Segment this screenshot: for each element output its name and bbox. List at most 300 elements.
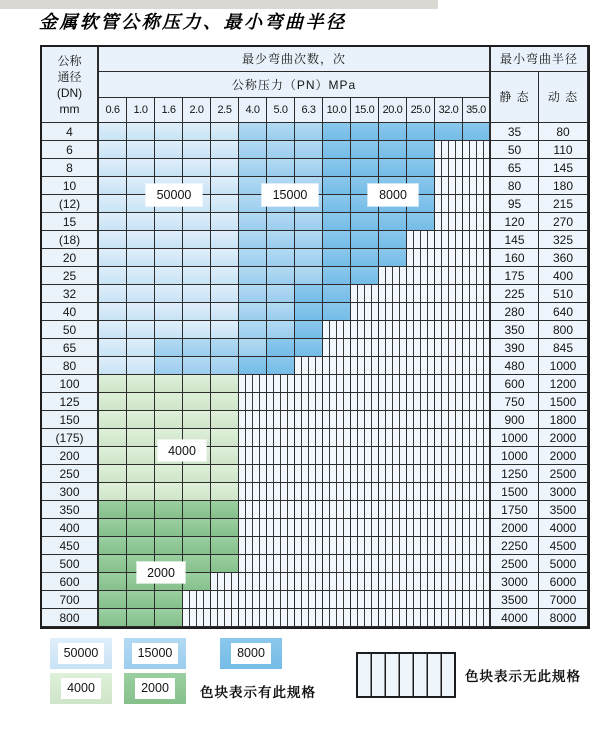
pressure-cell — [127, 321, 155, 339]
pressure-cell — [127, 375, 155, 393]
pressure-cell — [183, 285, 211, 303]
pressure-cell — [155, 267, 183, 285]
legend-chip-label: 4000 — [61, 678, 101, 698]
pressure-cell — [211, 195, 239, 213]
dynamic-radius-cell: 640 — [539, 303, 588, 321]
pressure-cell — [351, 141, 379, 159]
pressure-cell — [435, 357, 463, 375]
pressure-tick: 1.0 — [127, 98, 155, 123]
pressure-cell — [267, 285, 295, 303]
pressure-cell — [379, 465, 407, 483]
pressure-cell — [99, 285, 127, 303]
pressure-cell — [267, 501, 295, 519]
pressure-cell — [379, 429, 407, 447]
pressure-cell — [407, 519, 435, 537]
pressure-cell — [435, 303, 463, 321]
static-radius-cell: 480 — [491, 357, 539, 375]
pressure-cell — [379, 501, 407, 519]
pressure-cell — [351, 573, 379, 591]
pressure-cell — [463, 141, 491, 159]
pressure-tick: 32.0 — [435, 98, 463, 123]
pressure-cell — [463, 555, 491, 573]
pressure-cell — [323, 573, 351, 591]
static-radius-cell: 50 — [491, 141, 539, 159]
pressure-tick: 2.0 — [183, 98, 211, 123]
pressure-cell — [351, 213, 379, 231]
pressure-cell — [127, 393, 155, 411]
pressure-cell — [211, 555, 239, 573]
pressure-tick: 5.0 — [267, 98, 295, 123]
pressure-cell — [295, 321, 323, 339]
pressure-cell — [127, 267, 155, 285]
pressure-cell — [211, 411, 239, 429]
pressure-cell — [379, 537, 407, 555]
pressure-cell — [267, 339, 295, 357]
dynamic-radius-cell: 2500 — [539, 465, 588, 483]
pressure-cell — [99, 555, 127, 573]
pressure-cell — [127, 339, 155, 357]
pressure-cell — [407, 159, 435, 177]
pressure-cell — [351, 501, 379, 519]
pressure-cell — [295, 123, 323, 141]
dn-cell: 350 — [42, 501, 99, 519]
pressure-cell — [407, 393, 435, 411]
pressure-tick: 4.0 — [239, 98, 267, 123]
pressure-cell — [211, 213, 239, 231]
pressure-cell — [379, 285, 407, 303]
pressure-cell — [99, 393, 127, 411]
pressure-cell — [295, 303, 323, 321]
pressure-cell — [155, 393, 183, 411]
pressure-cell — [183, 519, 211, 537]
dynamic-radius-cell: 4000 — [539, 519, 588, 537]
pressure-cell — [351, 339, 379, 357]
pressure-cell — [99, 501, 127, 519]
pressure-cell — [323, 141, 351, 159]
pressure-cell — [155, 609, 183, 627]
static-radius-cell: 225 — [491, 285, 539, 303]
pressure-cell — [407, 357, 435, 375]
legend-has-spec-text: 色块表示有此规格 — [200, 685, 316, 700]
dn-header-line: 通径 — [57, 69, 82, 84]
dn-cell: 4 — [42, 123, 99, 141]
pressure-cell — [183, 573, 211, 591]
pressure-cell — [155, 285, 183, 303]
pressure-cell — [267, 519, 295, 537]
bend-count-label: 50000 — [146, 184, 202, 206]
dynamic-radius-cell: 270 — [539, 213, 588, 231]
pressure-cell — [183, 159, 211, 177]
pressure-cell — [155, 411, 183, 429]
pressure-cell — [351, 537, 379, 555]
pressure-cell — [211, 483, 239, 501]
dn-cell: 10 — [42, 177, 99, 195]
pressure-tick: 0.6 — [99, 98, 127, 123]
pressure-cell — [211, 339, 239, 357]
pressure-cell — [267, 213, 295, 231]
pressure-cell — [379, 447, 407, 465]
pressure-cell — [267, 447, 295, 465]
pressure-cell — [267, 141, 295, 159]
pressure-cell — [407, 465, 435, 483]
dn-cell: 8 — [42, 159, 99, 177]
static-radius-cell: 1500 — [491, 483, 539, 501]
pressure-cell — [323, 465, 351, 483]
pressure-cell — [323, 537, 351, 555]
static-radius-cell: 2000 — [491, 519, 539, 537]
pressure-cell — [239, 357, 267, 375]
static-radius-cell: 145 — [491, 231, 539, 249]
pressure-tick: 6.3 — [295, 98, 323, 123]
static-radius-cell: 350 — [491, 321, 539, 339]
pressure-cell — [463, 609, 491, 627]
pressure-cell — [463, 483, 491, 501]
pressure-cell — [99, 123, 127, 141]
pressure-cell — [295, 537, 323, 555]
static-radius-cell: 1750 — [491, 501, 539, 519]
pressure-cell — [463, 231, 491, 249]
pressure-cell — [211, 123, 239, 141]
pressure-cell — [323, 429, 351, 447]
static-radius-cell: 3000 — [491, 573, 539, 591]
pressure-cell — [351, 321, 379, 339]
pressure-cell — [183, 231, 211, 249]
pressure-cell — [407, 123, 435, 141]
static-radius-cell: 175 — [491, 267, 539, 285]
pressure-cell — [295, 555, 323, 573]
nominal-pressure-header: 公称压力（PN）MPa — [99, 72, 491, 98]
bend-times-header: 最少弯曲次数，次 — [99, 47, 491, 72]
pressure-cell — [155, 357, 183, 375]
pressure-cell — [211, 303, 239, 321]
pressure-cell — [155, 321, 183, 339]
pressure-cell — [435, 375, 463, 393]
pressure-cell — [211, 375, 239, 393]
pressure-cell — [155, 339, 183, 357]
dn-cell: 150 — [42, 411, 99, 429]
pressure-cell — [99, 213, 127, 231]
static-radius-cell: 80 — [491, 177, 539, 195]
pressure-cell — [295, 447, 323, 465]
pressure-cell — [351, 429, 379, 447]
pressure-cell — [267, 393, 295, 411]
pressure-cell — [323, 249, 351, 267]
pressure-cell — [127, 159, 155, 177]
dn-cell: 25 — [42, 267, 99, 285]
pressure-cell — [183, 483, 211, 501]
static-radius-cell: 1000 — [491, 429, 539, 447]
pressure-cell — [155, 159, 183, 177]
pressure-cell — [127, 285, 155, 303]
pressure-cell — [211, 537, 239, 555]
pressure-cell — [351, 591, 379, 609]
pressure-cell — [435, 591, 463, 609]
pressure-tick: 25.0 — [407, 98, 435, 123]
pressure-cell — [211, 285, 239, 303]
pressure-cell — [267, 303, 295, 321]
pressure-cell — [295, 519, 323, 537]
pressure-cell — [407, 267, 435, 285]
pressure-cell — [99, 177, 127, 195]
dynamic-radius-cell: 145 — [539, 159, 588, 177]
pressure-cell — [183, 465, 211, 483]
dynamic-radius-cell: 2000 — [539, 447, 588, 465]
pressure-cell — [267, 159, 295, 177]
pressure-cell — [239, 483, 267, 501]
pressure-cell — [463, 195, 491, 213]
dn-column-header — [42, 47, 99, 123]
pressure-cell — [351, 123, 379, 141]
dynamic-radius-cell: 400 — [539, 267, 588, 285]
pressure-tick: 1.6 — [155, 98, 183, 123]
pressure-cell — [407, 501, 435, 519]
pressure-cell — [323, 393, 351, 411]
pressure-tick: 2.5 — [211, 98, 239, 123]
pressure-cell — [99, 609, 127, 627]
pressure-cell — [99, 411, 127, 429]
dynamic-radius-cell: 5000 — [539, 555, 588, 573]
pressure-cell — [435, 321, 463, 339]
pressure-cell — [267, 465, 295, 483]
static-radius-cell: 900 — [491, 411, 539, 429]
pressure-cell — [99, 267, 127, 285]
pressure-cell — [155, 123, 183, 141]
pressure-cell — [183, 501, 211, 519]
legend-chip — [50, 638, 112, 669]
pressure-cell — [323, 483, 351, 501]
legend-chip — [50, 673, 112, 704]
pressure-cell — [407, 483, 435, 501]
pressure-cell — [463, 249, 491, 267]
pressure-cell — [239, 537, 267, 555]
bend-count-label: 2000 — [137, 562, 185, 583]
pressure-cell — [155, 231, 183, 249]
pressure-cell — [183, 249, 211, 267]
pressure-cell — [323, 303, 351, 321]
bend-count-label: 4000 — [158, 440, 206, 461]
pressure-cell — [379, 231, 407, 249]
pressure-cell — [463, 519, 491, 537]
pressure-cell — [323, 213, 351, 231]
static-radius-cell: 2250 — [491, 537, 539, 555]
pressure-cell — [155, 537, 183, 555]
pressure-cell — [379, 321, 407, 339]
pressure-cell — [183, 591, 211, 609]
pressure-cell — [99, 159, 127, 177]
pressure-cell — [351, 357, 379, 375]
pressure-cell — [323, 285, 351, 303]
pressure-cell — [267, 249, 295, 267]
pressure-cell — [435, 213, 463, 231]
pressure-cell — [239, 591, 267, 609]
pressure-cell — [183, 321, 211, 339]
pressure-cell — [379, 519, 407, 537]
pressure-cell — [267, 357, 295, 375]
bend-count-label: 8000 — [368, 184, 418, 206]
pressure-cell — [379, 375, 407, 393]
pressure-cell — [463, 159, 491, 177]
dn-cell: 100 — [42, 375, 99, 393]
pressure-cell — [435, 411, 463, 429]
pressure-cell — [323, 267, 351, 285]
pressure-cell — [407, 339, 435, 357]
pressure-cell — [127, 231, 155, 249]
legend-no-spec-text: 色块表示无此规格 — [465, 669, 581, 684]
pressure-cell — [295, 267, 323, 285]
pressure-cell — [155, 213, 183, 231]
pressure-cell — [435, 609, 463, 627]
pressure-cell — [351, 609, 379, 627]
pressure-cell — [435, 249, 463, 267]
dn-cell: (12) — [42, 195, 99, 213]
pressure-cell — [295, 501, 323, 519]
pressure-cell — [407, 303, 435, 321]
pressure-cell — [127, 123, 155, 141]
pressure-cell — [211, 231, 239, 249]
pressure-tick: 10.0 — [323, 98, 351, 123]
pressure-cell — [407, 429, 435, 447]
pressure-cell — [99, 249, 127, 267]
pressure-cell — [407, 591, 435, 609]
pressure-cell — [407, 321, 435, 339]
legend-chip-label: 8000 — [231, 643, 271, 663]
dn-cell: 40 — [42, 303, 99, 321]
pressure-cell — [463, 429, 491, 447]
pressure-cell — [351, 519, 379, 537]
dn-cell: 250 — [42, 465, 99, 483]
dynamic-radius-cell: 4500 — [539, 537, 588, 555]
pressure-cell — [323, 519, 351, 537]
static-radius-cell: 1000 — [491, 447, 539, 465]
pressure-cell — [211, 447, 239, 465]
pressure-cell — [435, 177, 463, 195]
pressure-cell — [351, 411, 379, 429]
dn-cell: 600 — [42, 573, 99, 591]
pressure-cell — [435, 519, 463, 537]
page-title: 金属软管公称压力、最小弯曲半径 — [39, 12, 347, 33]
dn-cell: 50 — [42, 321, 99, 339]
dynamic-radius-cell: 110 — [539, 141, 588, 159]
pressure-cell — [407, 231, 435, 249]
pressure-cell — [155, 303, 183, 321]
pressure-cell — [407, 141, 435, 159]
static-radius-cell: 65 — [491, 159, 539, 177]
dn-cell: 20 — [42, 249, 99, 267]
pressure-cell — [211, 501, 239, 519]
pressure-cell — [295, 375, 323, 393]
pressure-cell — [183, 213, 211, 231]
pressure-cell — [379, 213, 407, 231]
pressure-cell — [323, 195, 351, 213]
pressure-cell — [127, 465, 155, 483]
dynamic-radius-cell: 360 — [539, 249, 588, 267]
pressure-cell — [239, 519, 267, 537]
pressure-cell — [295, 249, 323, 267]
dynamic-radius-cell: 1800 — [539, 411, 588, 429]
pressure-cell — [211, 177, 239, 195]
pressure-cell — [463, 447, 491, 465]
pressure-cell — [239, 339, 267, 357]
pressure-cell — [267, 231, 295, 249]
dynamic-radius-cell: 8000 — [539, 609, 588, 627]
pressure-cell — [155, 591, 183, 609]
pressure-cell — [127, 519, 155, 537]
pressure-cell — [155, 465, 183, 483]
pressure-cell — [239, 393, 267, 411]
static-radius-cell: 95 — [491, 195, 539, 213]
pressure-cell — [267, 483, 295, 501]
pressure-cell — [267, 411, 295, 429]
dn-cell: 65 — [42, 339, 99, 357]
pressure-cell — [267, 537, 295, 555]
pressure-cell — [183, 609, 211, 627]
pressure-cell — [323, 123, 351, 141]
pressure-cell — [211, 591, 239, 609]
pressure-cell — [351, 393, 379, 411]
pressure-cell — [463, 213, 491, 231]
pressure-cell — [267, 591, 295, 609]
pressure-cell — [183, 141, 211, 159]
dynamic-radius-cell: 7000 — [539, 591, 588, 609]
pressure-cell — [155, 519, 183, 537]
dn-cell: 6 — [42, 141, 99, 159]
pressure-cell — [183, 537, 211, 555]
pressure-cell — [211, 159, 239, 177]
pressure-cell — [183, 411, 211, 429]
dynamic-column-header: 动 态 — [539, 72, 588, 123]
pressure-cell — [379, 249, 407, 267]
pressure-cell — [295, 591, 323, 609]
static-radius-cell: 4000 — [491, 609, 539, 627]
static-radius-cell: 35 — [491, 123, 539, 141]
pressure-cell — [351, 231, 379, 249]
pressure-cell — [99, 375, 127, 393]
pressure-cell — [463, 339, 491, 357]
pressure-cell — [463, 357, 491, 375]
static-radius-cell: 1250 — [491, 465, 539, 483]
pressure-cell — [323, 591, 351, 609]
static-radius-cell: 3500 — [491, 591, 539, 609]
pressure-cell — [183, 267, 211, 285]
pressure-cell — [239, 609, 267, 627]
dynamic-radius-cell: 3000 — [539, 483, 588, 501]
pressure-cell — [435, 141, 463, 159]
pressure-cell — [99, 573, 127, 591]
pressure-cell — [211, 609, 239, 627]
pressure-cell — [211, 249, 239, 267]
pressure-cell — [211, 465, 239, 483]
pressure-cell — [463, 573, 491, 591]
dn-header-line: mm — [59, 101, 80, 116]
pressure-cell — [99, 465, 127, 483]
pressure-cell — [379, 141, 407, 159]
pressure-cell — [407, 555, 435, 573]
pressure-cell — [295, 573, 323, 591]
bend-count-label: 15000 — [262, 184, 318, 206]
pressure-cell — [379, 609, 407, 627]
pressure-cell — [267, 429, 295, 447]
pressure-cell — [295, 339, 323, 357]
pressure-cell — [323, 447, 351, 465]
pressure-cell — [435, 195, 463, 213]
pressure-cell — [239, 321, 267, 339]
pressure-cell — [239, 249, 267, 267]
pressure-cell — [379, 267, 407, 285]
pressure-cell — [211, 267, 239, 285]
pressure-cell — [435, 429, 463, 447]
pressure-cell — [239, 429, 267, 447]
static-radius-cell: 600 — [491, 375, 539, 393]
